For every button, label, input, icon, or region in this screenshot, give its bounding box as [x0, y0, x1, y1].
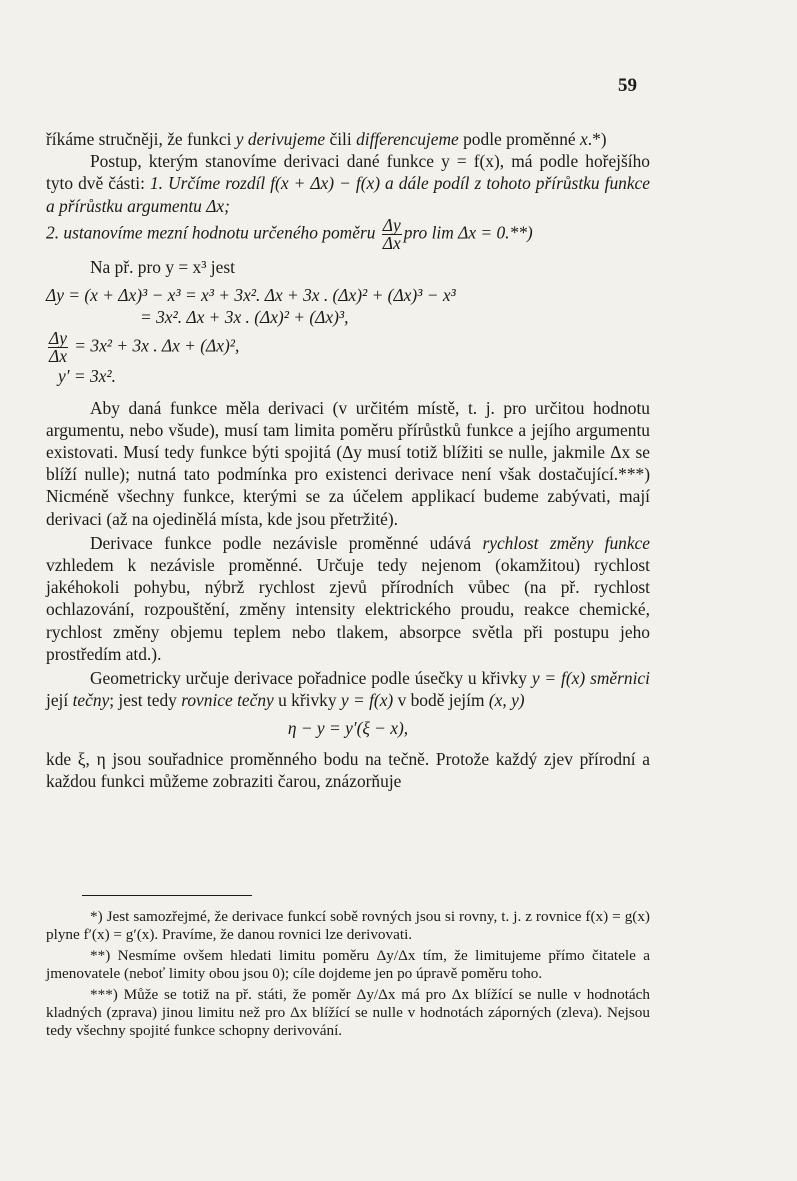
footnote-1: *) Jest samozřejmé, že derivace funkcí sobě rovných jsou si rovny, t. j. z rovnice f(x) = g(x) plyne f′(x) = g′(x). Pravíme, že danou rovnici lze derivovati. — [46, 908, 650, 943]
ratio-fraction: $\frac{\Delta y}{\Delta x}$ — [382, 214, 401, 253]
footnotes — [46, 908, 650, 1043]
main-text — [46, 128, 650, 792]
procedure-paragraph: Postup, kterým stanovíme derivaci dané funkce y = f(x), má podle hořejšího tyto dvě části: 1. Určíme rozdíl f(x + Δx) − f(x) a dále podíl z tohoto přírůstku funkce a přírůstku argumentu Δx; — [46, 151, 650, 216]
page-number: 59 — [618, 75, 637, 96]
example-intro: Na př. pro y = x³ jest — [90, 256, 235, 277]
example-equation-3: $\frac{\Delta y}{\Delta x}$ = 3x² + 3x . Δx + (Δx)², — [49, 328, 240, 367]
tangent-equation: η − y = y′(ξ − x), — [287, 718, 409, 739]
rate-paragraph: Derivace funkce podle nezávisle proměnné udává rychlost změny funkce vzhledem k nezávisle proměnné. Určuje tedy nejenom (okamžitou) rychlost jakéhokoli pohybu, nýbrž rychlost zjevů přírodních vůbec (na př. rychlost ochlazování, rozpouštění, změny intensity elektrického proudu, reakce chemické, rychlost změny objemu teplem nebo tlakem, absorpce světla při postupu jeho prostředím atd.). — [46, 532, 650, 664]
example-result: y′ = 3x². — [58, 366, 116, 387]
step-two: 2. ustanovíme mezní hodnotu určeného poměru $\frac{\Delta y}{\Delta x}$ pro lim Δx = 0.**) — [46, 214, 533, 253]
step-one: 1. Určíme rozdíl f(x + Δx) − f(x) a dále podíl z tohoto přírůstku funkce a přírůstku argumentu Δx; — [46, 173, 650, 216]
intro-paragraph: říkáme stručněji, že funkci y derivujeme čili differencujeme podle proměnné x.*) — [46, 129, 607, 149]
geometry-paragraph: Geometricky určuje derivace pořadnice podle úsečky u křivky y = f(x) směrnici její tečny; jest tedy rovnice tečny u křivky y = f(x) v bodě jejím (x, y) — [46, 668, 650, 711]
closing-paragraph: kde ξ, η jsou souřadnice proměnného bodu na tečně. Protože každý zjev přírodní a každou funkci můžeme zobraziti čarou, znázorňuje — [46, 748, 650, 791]
footnote-3: ***) Může se totiž na př. státi, že poměr Δy/Δx má pro Δx blížící se nulle v hodnotách kladných (zprava) jinou limitu než pro Δx blížící se nulle v hodnotách záporných (zleva). Nejsou tedy všechny spojité funkce schopny derivování. — [46, 986, 650, 1039]
existence-paragraph: Aby daná funkce měla derivaci (v určitém místě, t. j. pro určitou hodnotu argumentu, nebo všude), musí tam limita poměru přírůstků funkce a jejího argumentu existovati. Musí tedy funkce býti spojitá (Δy musí totiž blížiti se nulle, jakmile Δx se blíží nulle); nutná tato podmínka pro existenci derivace není však dostačující.***) Nicméně všechny funkce, kterými se za účelem applikací budeme zabývati, mají derivaci (až na ojedinělá místa, kde jsou přetržité). — [46, 397, 650, 529]
footnote-2: **) Nesmíme ovšem hledati limitu poměru Δy/Δx tím, že limitujeme přímo čitatele a jmenovatele (neboť limity obou jsou 0); cíle dojdeme jen po úpravě poměru toho. — [46, 947, 650, 982]
derivative-quotient: $\frac{\Delta y}{\Delta x}$ — [49, 328, 67, 367]
example-equation-2: = 3x². Δx + 3x . (Δx)² + (Δx)³, — [140, 307, 349, 328]
footnote-rule — [82, 895, 252, 896]
example-equation-1: Δy = (x + Δx)³ − x³ = x³ + 3x². Δx + 3x . (Δx)² + (Δx)³ − x³ — [46, 285, 456, 306]
